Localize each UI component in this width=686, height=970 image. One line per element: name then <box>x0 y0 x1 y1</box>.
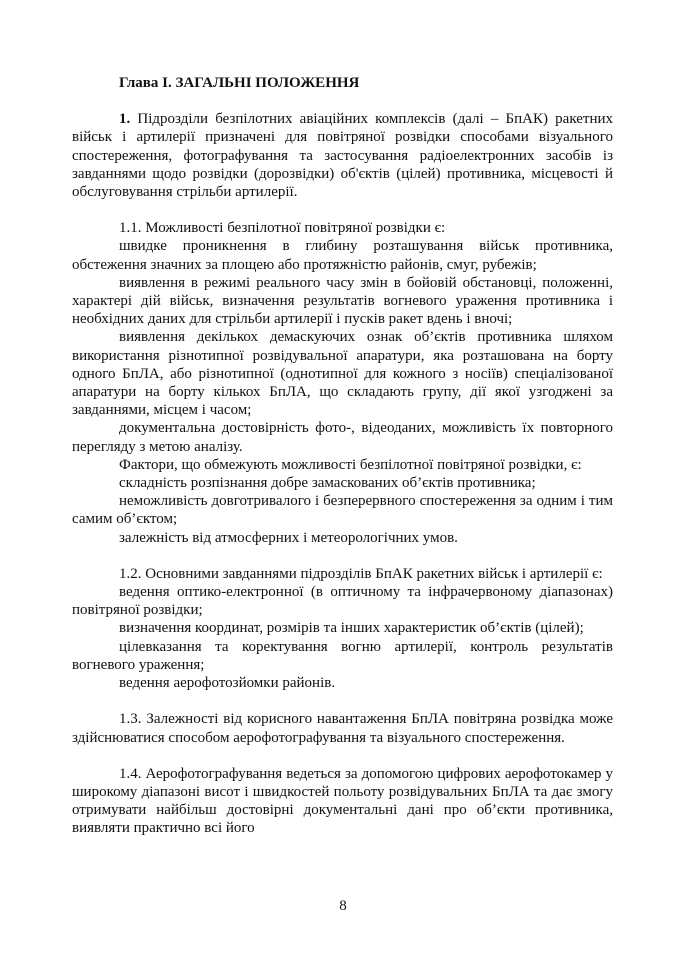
paragraph-1-number: 1. <box>119 111 131 128</box>
factors-heading: Фактори, що обмежують можливості безпілотної повітряної розвідки, є: <box>119 456 582 473</box>
section-1-1-item: виявлення в режимі реального часу змін в бойовій обстановці, положенні, характері дій військ, визначення результатів вогневого ураження противника і необхідних даних для стрільби артилерії і пусків ракет вдень і вночі; <box>72 274 613 328</box>
factor-item: неможливість довготривалого і безперервного спостереження за одним і тим самим об’єктом; <box>72 493 613 528</box>
section-1-1-item: виявлення декількох демаскуючих ознак об’єктів противника шляхом використання різнотипної розвідувальної апаратури, яка розташована на борту одного БпЛА, або різнотипної (однотипної для кожного з носіїв) спеціалізованої апаратури на борту кількох БпЛА, що складають групу, дії якої узгоджені за завданнями, місцем і часом; <box>72 329 613 419</box>
section-1-3-text: 1.3. Залежності від корисного навантаження БпЛА повітряна розвідка може здійснюватися способом аерофотографування та візуального спостереження. <box>72 711 613 746</box>
factor-item: складність розпізнання добре замаскованих об’єктів противника; <box>119 475 536 492</box>
page-number: 8 <box>339 898 347 914</box>
section-1-2-item: визначення координат, розмірів та інших характеристик об’єктів (цілей); <box>119 620 584 637</box>
section-1-2-item: ведення оптико-електронної (в оптичному та інфрачервоному діапазонах) повітряної розвідки; <box>72 584 613 619</box>
paragraph-1-text: Підрозділи безпілотних авіаційних комплексів (далі – БпАК) ракетних військ і артилерії призначені для повітряної розвідки способами візуального спостереження, фотографування та застосування радіоелектронних засобів із завданнями щодо розвідки (дорозвідки) об'єктів (цілей) противника, місцевості й обслуговування стрільби артилерії. <box>72 111 613 201</box>
section-1-2-item: ведення аерофотозйомки районів. <box>119 675 336 692</box>
chapter-title: Глава І. ЗАГАЛЬНІ ПОЛОЖЕННЯ <box>119 75 360 91</box>
page-content <box>72 74 613 838</box>
section-1-4-text: 1.4. Аерофотографування ведеться за допомогою цифрових аерофотокамер у широкому діапазоні висот і швидкостей польоту розвідувальних БпЛА та дає змогу отримувати найбільш достовірні документальні дані про об’єкти противника, виявляти практично всі його <box>72 765 613 837</box>
paragraph-1 <box>72 110 613 201</box>
section-1-1-item: швидке проникнення в глибину розташування військ противника, обстеження значних за площею або протяжністю районів, смуг, рубежів; <box>72 238 613 273</box>
section-1-1-item: документальна достовірність фото-, відеоданих, можливість їх повторного перегляду з метою аналізу. <box>72 420 613 455</box>
section-1-2-item: цілевказання та коректування вогню артилерії, контроль результатів вогневого ураження; <box>72 638 613 673</box>
factor-item: залежність від атмосферних і метеорологічних умов. <box>119 529 458 546</box>
section-1-1-heading: 1.1. Можливості безпілотної повітряної розвідки є: <box>119 220 446 237</box>
section-1-2-heading: 1.2. Основними завданнями підрозділів БпАК ракетних військ і артилерії є: <box>119 565 603 582</box>
